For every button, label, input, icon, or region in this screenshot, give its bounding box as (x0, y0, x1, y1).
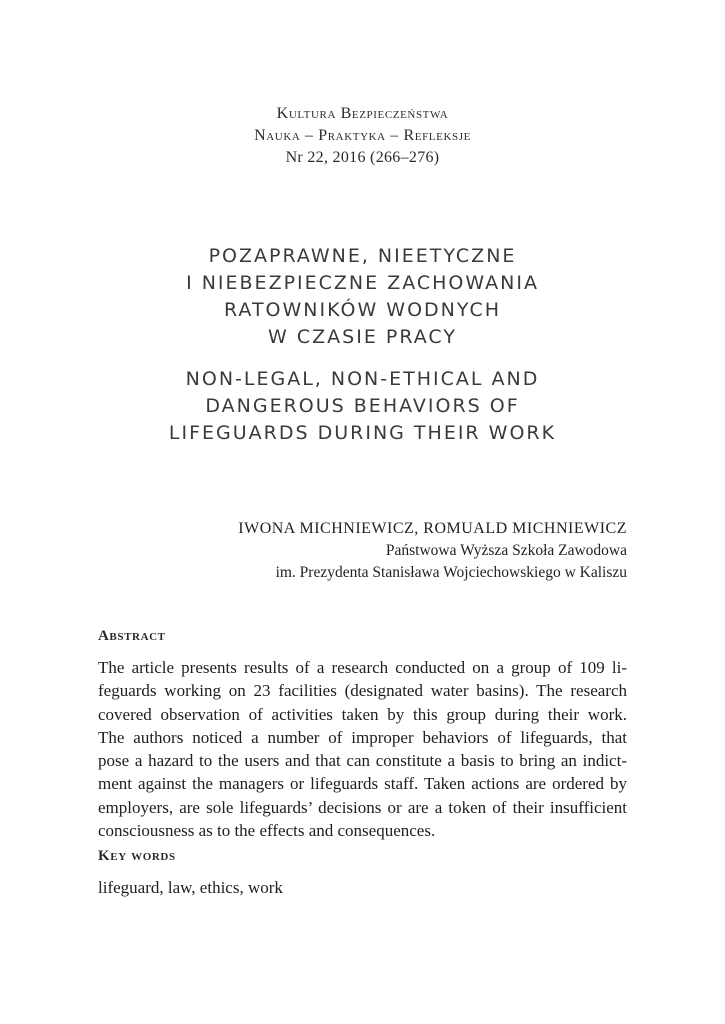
affiliation-line: Państwowa Wyższa Szkoła Zawodowa (385, 542, 627, 559)
article-title-polish (0, 243, 725, 351)
title-pl-line: W CZASIE PRACY (268, 326, 457, 348)
abstract-line: feguards working on 23 facilities (designated water basins). The research (98, 681, 627, 701)
title-en-line: DANGEROUS BEHAVIORS OF (205, 395, 520, 417)
title-en-line: NON-LEGAL, NON-ETHICAL AND (185, 368, 540, 390)
authors-block (238, 517, 627, 584)
abstract-line: consciousness as to the effects and consequences. (98, 821, 436, 841)
title-en-line: LIFEGUARDS DURING THEIR WORK (168, 422, 557, 444)
journal-header (0, 103, 725, 169)
abstract-line: employers, are sole lifeguards’ decisions or are a token of their insufficient (98, 797, 627, 817)
article-title-english (0, 366, 725, 447)
abstract-line: covered observation of activities taken by this group during their work. (98, 704, 627, 724)
journal-name: Kultura Bezpieczeństwa (276, 105, 449, 122)
keywords-heading: Key words (98, 848, 176, 864)
abstract-heading: Abstract (98, 628, 166, 644)
abstract-line: The authors noticed a number of improper behaviors of lifeguards, that (98, 727, 627, 747)
journal-subtitle: Nauka – Praktyka – Refleksje (254, 127, 471, 144)
abstract-body (98, 656, 627, 842)
abstract-line: pose a hazard to the users and that can constitute a basis to bring an indict- (98, 751, 627, 771)
title-pl-line: I NIEBEZPIECZNE ZACHOWANIA (186, 272, 539, 294)
keywords-list: lifeguard, law, ethics, work (98, 878, 283, 897)
author-names: IWONA MICHNIEWICZ, ROMUALD MICHNIEWICZ (238, 520, 627, 537)
abstract-line: ment against the managers or lifeguards staff. Taken actions are ordered by (98, 774, 627, 794)
journal-issue: Nr 22, 2016 (266–276) (285, 149, 440, 166)
affiliation-line: im. Prezydenta Stanisława Wojciechowskiego w Kaliszu (275, 564, 627, 581)
title-pl-line: POZAPRAWNE, NIEETYCZNE (208, 245, 517, 267)
abstract-line: The article presents results of a research conducted on a group of 109 li- (98, 658, 627, 677)
title-pl-line: RATOWNIKÓW WODNYCH (223, 299, 502, 321)
